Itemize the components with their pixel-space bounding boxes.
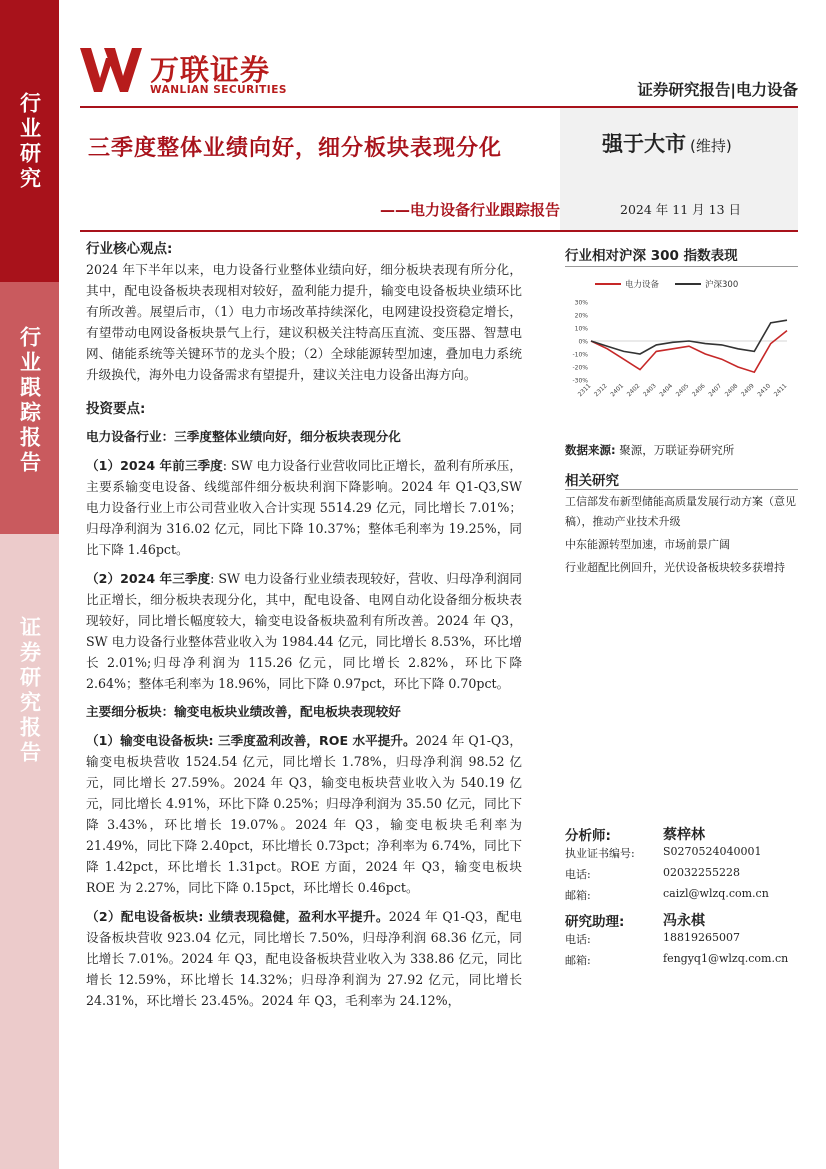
related-research-divider <box>565 489 798 490</box>
analyst-cert-label: 执业证书编号: <box>565 847 635 860</box>
assistant-email-row <box>565 952 798 973</box>
x-tick-label: 2402 <box>625 382 642 399</box>
assistant-head <box>565 910 798 931</box>
assistant-email-label: 邮箱: <box>565 954 591 967</box>
assistant-role: 研究助理: <box>565 914 625 930</box>
paragraph-2-lead: （2）2024 年三季度 <box>86 571 211 586</box>
series-line <box>591 331 787 373</box>
logo-chinese-name: 万联证券 <box>150 53 271 87</box>
paragraph-2 <box>86 568 522 694</box>
chart-source <box>565 442 734 458</box>
paragraph-2-text: : SW 电力设备行业业绩表现较好，营收、归母净利润同比正增长，细分板块表现分化，其中，配电设备、电网自动化设备细分板块表现较好，同比增长幅度较大，输变电设备板块盈利有所改善。2024 年 Q3，SW 电力设备行业整体营业收入为 1984.44 亿元，同比增长 8.53%，环比增长 2.01%;归母净利润为 115.26 亿元，同比增长 2.82%，环比下降 2.64%；整体毛利率为 18.96%，同比下降 0.97pct，环比下降 0.70pct。 <box>86 571 522 691</box>
assistant-phone-label: 电话: <box>565 933 591 946</box>
sidebar-block-tracking-report <box>0 282 59 534</box>
core-view-heading: 行业核心观点: <box>86 241 173 257</box>
source-text: 聚源，万联证券研究所 <box>619 443 735 457</box>
rating-label: 强于大市 <box>602 132 686 156</box>
company-logo <box>80 44 310 100</box>
analyst-name: 蔡梓林 <box>663 827 705 843</box>
paragraph-3-lead: （1）输变电设备板块: 三季度盈利改善，ROE 水平提升。 <box>86 733 416 748</box>
paragraph-1-text: : SW 电力设备行业营收同比正增长，盈利有所承压，主要系输变电设备、线缆部件细分板块利润下降影响。2024 年 Q1-Q3,SW 电力设备行业上市公司营业收入合计实现 5514.29 亿元，同比增长 7.01%；归母净利润为 316.02 亿元，同比下降 10.37%；整体毛利率为 19.25%，同比下降 1.46pct。 <box>86 458 522 557</box>
x-tick-label: 2406 <box>690 382 707 399</box>
x-tick-label: 2312 <box>592 382 609 399</box>
x-tick-label: 2311 <box>576 382 593 399</box>
analyst-email-row <box>565 887 798 908</box>
x-tick-label: 2408 <box>723 382 740 399</box>
main-content <box>86 239 522 1011</box>
sidebar-label-1: 行业研究 <box>17 92 42 192</box>
report-date: 2024 年 11 月 13 日 <box>620 202 741 217</box>
assistant-phone-value: 18819265007 <box>663 931 740 944</box>
analyst-email-label: 邮箱: <box>565 889 591 902</box>
analyst-email-value[interactable]: caizl@wlzq.com.cn <box>663 887 769 900</box>
x-tick-label: 2401 <box>609 382 626 399</box>
analyst-phone-row <box>565 866 798 887</box>
paragraph-3-text: 2024 年 Q1-Q3，输变电板块营收 1524.54 亿元，同比增长 1.78%，归母净利润 98.52 亿元，同比增长 27.59%。2024 年 Q3，输变电板块营业收入为 540.19 亿元，同比增长 4.91%，环比下降 0.25%；归母净利润为 35.50 亿元，同比下降 3.43%，环比增长 19.07%。2024 年 Q3，输变电板块毛利率为 21.49%，同比下降 2.40pct，环比增长 0.73pct；净利率为 6.74%，同比下降 1.42pct，环比增长 1.31pct。ROE 方面，2024 年 Q3，输变电板块 ROE 为 2.27%，同比下降 0.15pct，环比增长 0.46pct。 <box>86 733 522 895</box>
sidebar-block-industry-research <box>0 0 59 282</box>
rating-sub: (维持) <box>690 137 732 155</box>
assistant-phone-row <box>565 931 798 952</box>
analyst-phone-label: 电话: <box>565 868 591 881</box>
performance-line-chart <box>565 272 798 432</box>
report-type-label: 证券研究报告|电力设备 <box>637 81 798 99</box>
related-item[interactable]: 工信部发布新型储能高质量发展行动方案（意见稿），推动产业技术升级 <box>565 495 796 528</box>
x-tick-label: 2403 <box>641 382 658 399</box>
paragraph-3 <box>86 730 522 898</box>
paragraph-1 <box>86 455 522 560</box>
sidebar-block-securities-report <box>0 534 59 1169</box>
series-line <box>591 320 787 354</box>
related-research-list <box>565 492 798 581</box>
y-tick-label: 10% <box>574 325 588 333</box>
y-tick-label: -10% <box>572 351 588 359</box>
page-subtitle: ——电力设备行业跟踪报告 <box>379 201 560 219</box>
sidebar-label-2: 行业跟踪报告 <box>17 326 42 476</box>
y-tick-label: -20% <box>572 364 588 372</box>
wanlian-logo-icon <box>80 48 142 92</box>
y-tick-label: 0% <box>578 338 588 346</box>
logo-english-name: WANLIAN SECURITIES <box>150 84 287 96</box>
related-item[interactable]: 中东能源转型加速，市场前景广阔 <box>565 538 730 551</box>
investment-heading: 投资要点: <box>86 401 146 417</box>
left-sidebar <box>0 0 59 1169</box>
analyst-phone-value: 02032255228 <box>663 866 740 879</box>
x-tick-label: 2409 <box>739 382 756 399</box>
analyst-role: 分析师: <box>565 828 611 844</box>
title-divider <box>80 230 798 232</box>
related-item[interactable]: 行业超配比例回升，光伏设备板块较多获增持 <box>565 561 785 574</box>
y-tick-label: 20% <box>574 312 588 320</box>
chart-title-divider <box>565 266 798 267</box>
related-research-heading: 相关研究 <box>565 473 619 489</box>
paragraph-4 <box>86 906 522 1011</box>
analyst-cert-row <box>565 845 798 866</box>
assistant-block <box>565 910 798 973</box>
legend-label: 沪深300 <box>705 280 739 290</box>
paragraph-4-lead: （2）配电设备板块: 业绩表现稳健，盈利水平提升。 <box>86 909 389 924</box>
core-view-text: 2024 年下半年以来，电力设备行业整体业绩向好，细分板块表现有所分化，其中，配电设备板块表现相对较好，盈利能力提升，输变电设备板块业绩环比有所改善。展望后市，（1）电力市场改革持续深化，电网建设投资稳定增长，有望带动电网设备板块景气上行，建议积极关注特高压直流、变压器、智慧电网、储能系统等关键环节的龙头个股；（2）全球能源转型加速，叠加电力系统升级换代，海外电力设备需求有望提升，建议关注电力设备出海方向。 <box>86 262 522 382</box>
section2-heading: 主要细分板块：输变电板块业绩改善，配电板块表现较好 <box>86 704 401 719</box>
sidebar-label-3: 证券研究报告 <box>17 616 42 766</box>
paragraph-4-text: 2024 年 Q1-Q3，配电设备板块营收 923.04 亿元，同比增长 7.50%，归母净利润 68.36 亿元，同比增长 7.01%。2024 年 Q3，配电设备板块营业收入为 338.86 亿元，同比增长 12.59%，环比增长 14.32%；归母净利润为 27.92 亿元，同比增长 24.31%，环比增长 23.45%。2024 年 Q3，毛利率为 24.12%， <box>86 909 522 1008</box>
assistant-email-value[interactable]: fengyq1@wlzq.com.cn <box>663 952 789 965</box>
analyst-head <box>565 824 798 845</box>
chart-title: 行业相对沪深 300 指数表现 <box>565 248 738 264</box>
legend-label: 电力设备 <box>625 280 660 290</box>
y-tick-label: 30% <box>574 299 588 307</box>
section1-heading: 电力设备行业：三季度整体业绩向好，细分板块表现分化 <box>86 429 401 444</box>
assistant-name: 冯永棋 <box>663 913 705 929</box>
industry-rating <box>602 128 732 158</box>
y-tick-label: -30% <box>572 377 588 385</box>
x-tick-label: 2405 <box>674 382 691 399</box>
x-tick-label: 2410 <box>756 382 773 399</box>
analyst-cert-value: S0270524040001 <box>663 845 762 858</box>
x-tick-label: 2407 <box>707 382 724 399</box>
rating-box <box>560 108 798 230</box>
analyst-block <box>565 824 798 908</box>
paragraph-1-lead: （1）2024 年前三季度 <box>86 458 223 473</box>
source-label: 数据来源: <box>565 443 616 457</box>
x-tick-label: 2404 <box>658 382 675 399</box>
x-tick-label: 2411 <box>772 382 789 399</box>
page-title: 三季度整体业绩向好，细分板块表现分化 <box>88 136 503 161</box>
